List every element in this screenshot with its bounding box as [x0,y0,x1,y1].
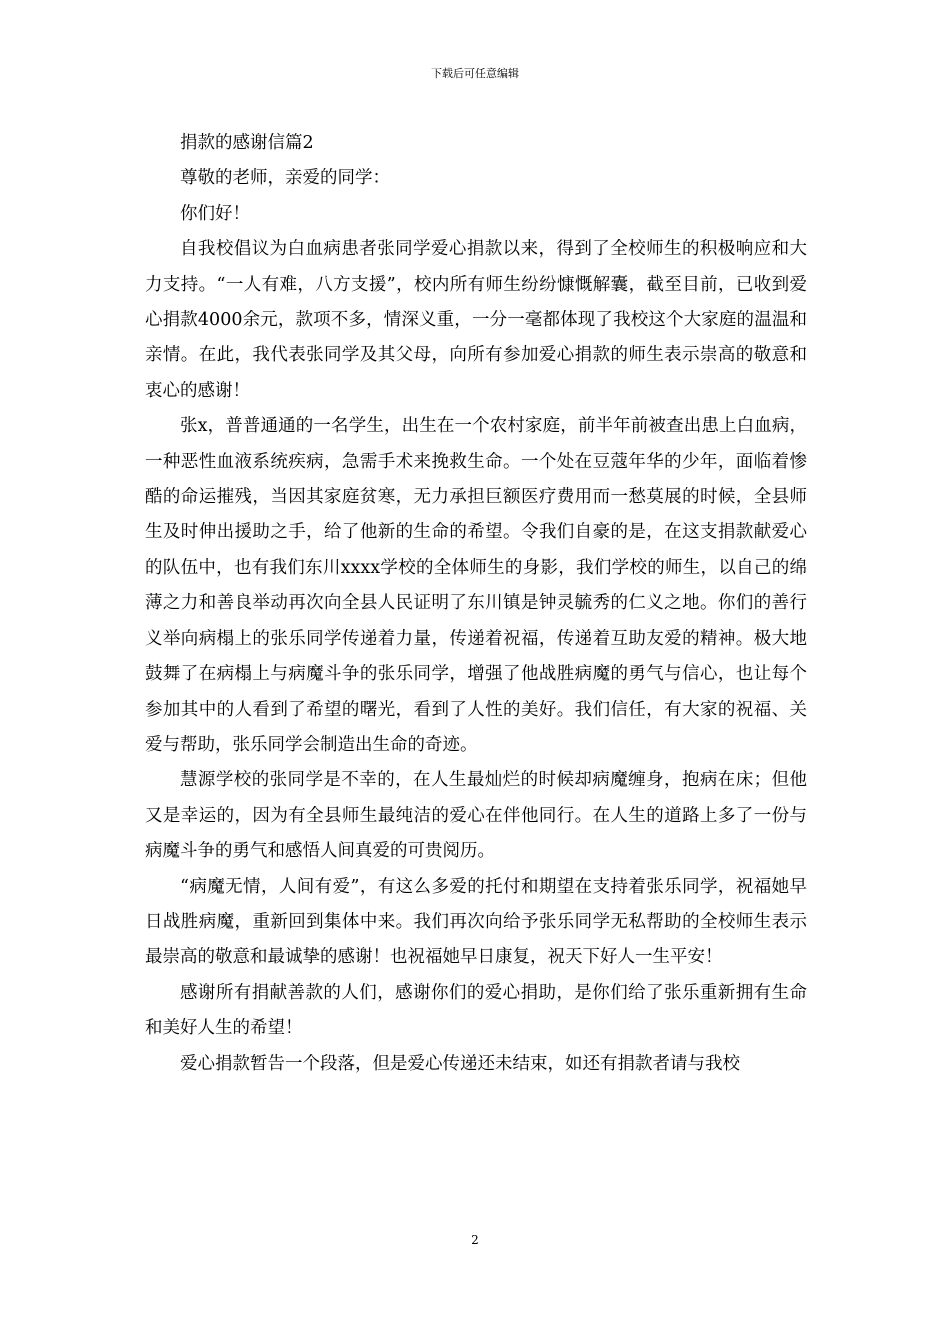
letter-title: 捐款的感谢信篇2 [180,133,314,153]
paragraph: 慧源学校的张同学是不幸的，在人生最灿烂的时候却病魔缠身，抱病在床；但他又是幸运的，因为有全县师生最纯洁的爱心在伴他同行。在人生的道路上多了一份与病魔斗争的勇气和感悟人间真爱的可贵阅历。 [145,770,807,862]
document-body [145,126,807,1082]
salutation: 尊敬的老师，亲爱的同学： [180,168,390,189]
paragraph: 爱心捐款暂告一个段落，但是爱心传递还未结束，如还有捐款者请与我校 [180,1053,740,1074]
page-number: 2 [471,1233,479,1247]
page-header: 下载后可任意编辑 [431,67,519,80]
greeting: 你们好！ [180,203,250,224]
paragraph: 张x，普普通通的一名学生，出生在一个农村家庭，前半年前被查出患上白血病，一种恶性血液系统疾病，急需手术来挽救生命。一个处在豆蔻年华的少年，面临着惨酷的命运摧残，当因其家庭贫寒，无力承担巨额医疗费用而一愁莫展的时候，全县师生及时伸出援助之手，给了他新的生命的希望。令我们自豪的是，在这支捐款献爱心的队伍中，也有我们东川xxxx学校的全体师生的身影，我们学校的师生，以自己的绵薄之力和善良举动再次向全县人民证明了东川镇是钟灵毓秀的仁义之地。你们的善行义举向病榻上的张乐同学传递着力量，传递着祝福，传递着互助友爱的精神。极大地鼓舞了在病榻上与病魔斗争的张乐同学，增强了他战胜病魔的勇气与信心，也让每个参加其中的人看到了希望的曙光，看到了人性的美好。我们信任，有大家的祝福、关爱与帮助，张乐同学会制造出生命的奇迹。 [145,416,807,755]
paragraph: “病魔无情，人间有爱”，有这么多爱的托付和期望在支持着张乐同学，祝福她早日战胜病魔，重新回到集体中来。我们再次向给予张乐同学无私帮助的全校师生表示最崇高的敬意和最诚挚的感谢！也祝福她早日康复，祝天下好人一生平安！ [145,876,807,968]
paragraph: 感谢所有捐献善款的人们，感谢你们的爱心捐助，是你们给了张乐重新拥有生命和美好人生的希望！ [145,982,807,1039]
paragraph: 自我校倡议为白血病患者张同学爱心捐款以来，得到了全校师生的积极响应和大力支持。“一人有难，八方支援”，校内所有师生纷纷慷慨解囊，截至目前，已收到爱心捐款4000余元，款项不多，情深义重，一分一毫都体现了我校这个大家庭的温温和亲情。在此，我代表张同学及其父母，向所有参加爱心捐款的师生表示崇高的敬意和衷心的感谢！ [145,239,807,401]
